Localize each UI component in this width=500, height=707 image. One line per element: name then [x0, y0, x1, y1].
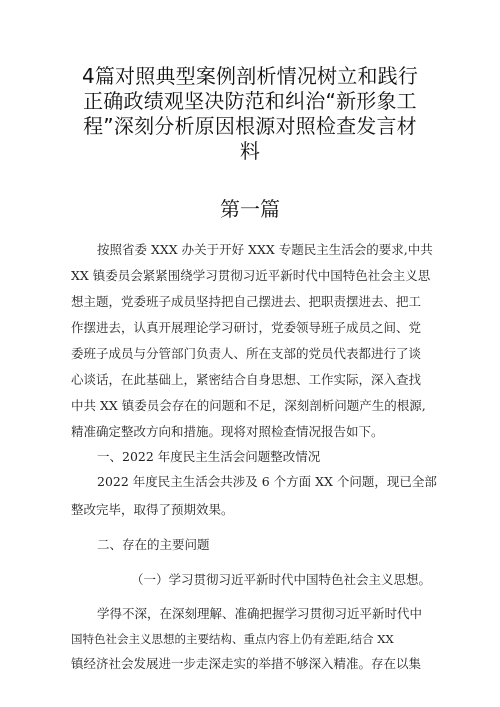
body-line: 国特色社会主义思想的主要结构、重点内容上仍有差距,结合 XX — [71, 632, 394, 646]
title-line: 料 — [239, 139, 261, 163]
subheading-line: （一）学习贯彻习近平新时代中国特色社会主义思想。 — [131, 572, 432, 587]
body-line: 作摆进去，认真开展理论学习研讨，党委领导班子成员之间、党 — [71, 320, 422, 335]
document-title — [70, 64, 430, 164]
section-title: 第一篇 — [220, 197, 280, 221]
heading-line: 二、存在的主要问题 — [97, 537, 210, 552]
body-line: 中共 XX 镇委员会存在的问题和不足，深刻剖析问题产生的根源, — [71, 398, 426, 413]
title-line: 程”深刻分析原因根源对照检查发言材 — [83, 114, 417, 138]
body-line: 学得不深，在深刻理解、准确把握学习贯彻习近平新时代中 — [97, 606, 423, 621]
heading-line: 一、2022 年度民主生活会问题整改情况 — [97, 449, 321, 464]
body-line: 委班子成员与分管部门负责人、所在支部的党员代表都进行了谈 — [71, 346, 422, 361]
body-line: 2022 年度民主生活会共涉及 6 个方面 XX 个问题，现已全部 — [97, 474, 437, 489]
body-line: 精准确定整改方向和措施。现将对照检查情况报告如下。 — [71, 424, 384, 439]
body-line: 心谈话，在此基础上，紧密结合自身思想、工作实际，深入查找 — [71, 372, 422, 387]
body-line: XX 镇委员会紧紧围绕学习贯彻习近平新时代中国特色社会主义思 — [71, 268, 431, 283]
body-line: 想主题，党委班子成员坚持把自己摆进去、把职责摆进去、把工 — [71, 294, 422, 309]
body-line: 整改完毕，取得了预期效果。 — [71, 502, 234, 517]
body-line: 按照省委 XXX 办关于开好 XXX 专题民主生活会的要求,中共 — [97, 242, 433, 257]
title-line: 4篇对照典型案例剖析情况树立和践行 — [81, 64, 419, 88]
body-line: 镇经济社会发展进一步走深走实的举措不够深入精准。存在以集 — [71, 656, 422, 671]
title-line: 正确政绩观坚决防范和纠治“新形象工 — [83, 89, 417, 113]
